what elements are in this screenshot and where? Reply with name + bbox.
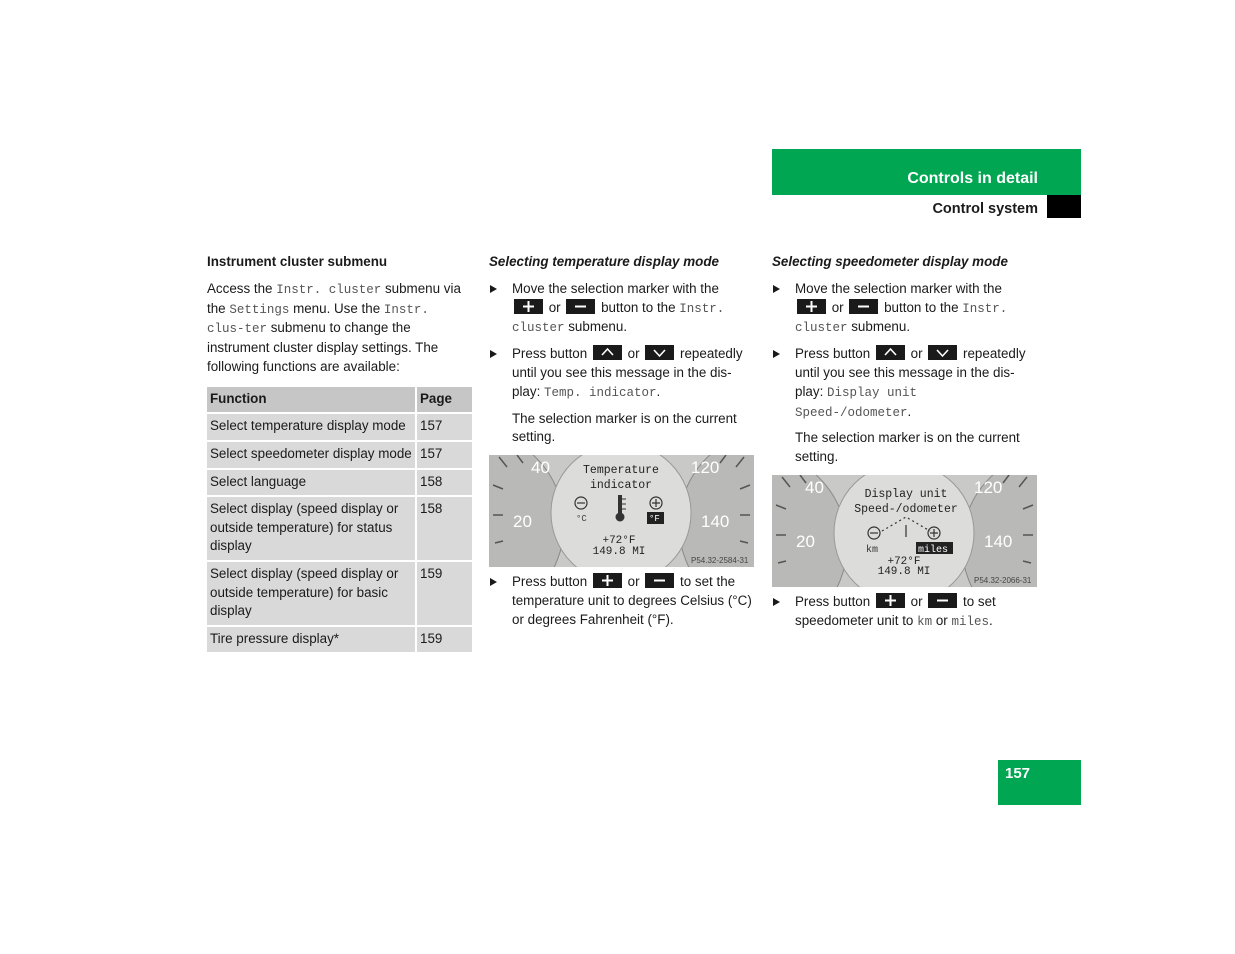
heading-speedometer-display-mode: Selecting speedometer display mode — [772, 254, 1008, 269]
column-header-function: Function — [207, 387, 415, 415]
intro-text: menu. Use the — [289, 300, 384, 316]
plus-key-icon — [876, 593, 905, 608]
selection-note: The selection marker is on the current setting. — [512, 410, 737, 445]
code-instr-cluster: Instr. cluster — [795, 301, 1008, 336]
code-temp-indicator: Temp. indicator — [544, 385, 657, 400]
odometer-reading: 149.8 MI — [877, 565, 931, 578]
section-title: Controls in detail — [907, 170, 1038, 187]
step-text: submenu. — [564, 319, 628, 335]
figure-code: P54.32-2584-31 — [691, 556, 749, 566]
bullet-arrow-icon — [490, 285, 497, 293]
step-text: or — [932, 612, 952, 628]
code-instr-cluster: Instr. cluster — [512, 301, 725, 336]
thermometer-icon — [618, 495, 622, 515]
intro-text: submenu via the — [207, 280, 461, 316]
intro-text: submenu to change the instrument cluster display settings. The following functions are available: — [207, 320, 439, 374]
table-row — [207, 442, 472, 470]
instrument-cluster-temperature-image — [489, 455, 754, 567]
bullet-arrow-icon — [490, 350, 497, 358]
code-miles: miles — [951, 614, 989, 629]
function-cell: Tire pressure display* — [207, 627, 415, 655]
minus-key-icon — [645, 573, 674, 588]
step-set-speedometer-unit — [772, 593, 1038, 632]
screen-line-2: Speed-/odometer — [854, 502, 958, 516]
screen-line-1: Display unit — [864, 487, 948, 501]
code-settings: Settings — [229, 302, 290, 317]
up-key-icon — [876, 345, 905, 360]
down-key-icon — [928, 345, 957, 360]
heading-instrument-cluster-submenu: Instrument cluster submenu — [207, 254, 388, 269]
step-press-up-down — [489, 345, 755, 447]
step-text: Press button — [795, 593, 874, 609]
step-text: Move the selection marker with the — [795, 280, 1002, 296]
gauge-label-120: 120 — [691, 458, 720, 478]
step-text: to set speedometer unit to — [795, 593, 996, 628]
unit-fahrenheit: °F — [649, 514, 660, 525]
page-number: 157 — [1005, 765, 1031, 782]
step-move-selection-marker — [489, 280, 755, 338]
table-row — [207, 627, 472, 655]
page-number-box — [998, 760, 1081, 805]
minus-key-icon — [566, 299, 595, 314]
figure-code: P54.32-2066-31 — [974, 575, 1032, 585]
bullet-arrow-icon — [773, 598, 780, 606]
step-text: or — [910, 346, 923, 362]
page-cell: 159 — [415, 562, 472, 627]
bullet-arrow-icon — [773, 285, 780, 293]
step-text: . — [988, 612, 993, 628]
step-set-temperature-unit — [489, 573, 755, 629]
intro-paragraph — [207, 280, 472, 377]
step-text: repeatedly until you see this message in the dis-play: — [795, 346, 1026, 399]
odometer-reading: 149.8 MI — [592, 546, 646, 559]
code-display-unit: Display unit Speed-/odometer — [795, 385, 918, 420]
gauge-label-40: 40 — [805, 477, 824, 497]
gauge-label-20: 20 — [513, 512, 532, 532]
table-row — [207, 414, 472, 442]
step-text: Press button — [512, 574, 591, 590]
step-text: button to the — [880, 299, 963, 315]
step-text: to set the temperature unit to degrees Celsius (°C) or degrees Fahrenheit (°F). — [512, 574, 752, 627]
plus-key-icon — [514, 299, 543, 314]
gauge-label-120: 120 — [974, 477, 1003, 497]
step-text: repeatedly until you see this message in the dis-play: — [512, 346, 743, 399]
table-row — [207, 497, 472, 562]
subsection-title: Control system — [932, 201, 1038, 217]
column-speedometer-mode — [772, 253, 1038, 632]
page-cell: 159 — [415, 627, 472, 655]
step-text: Press button — [512, 346, 591, 362]
outside-temperature: +72°F — [887, 555, 921, 568]
bullet-arrow-icon — [773, 350, 780, 358]
unit-km: km — [866, 544, 879, 556]
selection-note: The selection marker is on the current setting. — [795, 430, 1020, 465]
step-text: . — [656, 383, 661, 399]
minus-key-icon — [849, 299, 878, 314]
gauge-label-140: 140 — [984, 531, 1013, 551]
column-temperature-mode — [489, 253, 755, 630]
column-instrument-cluster — [207, 253, 472, 654]
column-header-page: Page — [415, 387, 472, 415]
outside-temperature: +72°F — [602, 535, 636, 548]
table-row — [207, 562, 472, 627]
step-move-selection-marker — [772, 280, 1038, 338]
section-header-bar — [772, 149, 1081, 195]
step-text: or — [910, 593, 923, 609]
plus-key-icon — [797, 299, 826, 314]
step-text: . — [907, 403, 912, 419]
function-cell: Select display (speed display or outside temperature) for status display — [207, 497, 415, 562]
function-cell: Select language — [207, 470, 415, 498]
step-text: or — [627, 346, 640, 362]
page-cell: 158 — [415, 470, 472, 498]
functions-table — [207, 387, 472, 655]
code-instr-cluster: Instr. cluster — [276, 282, 382, 297]
step-text: submenu. — [847, 319, 911, 335]
step-press-up-down — [772, 345, 1038, 467]
code-km: km — [917, 614, 933, 629]
screen-line-1: Temperature — [583, 464, 659, 478]
plus-key-icon — [593, 573, 622, 588]
step-text: Move the selection marker with the — [512, 280, 719, 296]
up-key-icon — [593, 345, 622, 360]
code-instr-cluster: Instr. clus-ter — [207, 302, 429, 337]
subsection-marker — [1047, 195, 1081, 218]
function-cell: Select display (speed display or outside temperature) for basic display — [207, 562, 415, 627]
function-cell: Select speedometer display mode — [207, 442, 415, 470]
page-cell: 157 — [415, 414, 472, 442]
function-cell: Select temperature display mode — [207, 414, 415, 442]
unit-celsius: °C — [576, 514, 587, 525]
page-cell: 157 — [415, 442, 472, 470]
screen-line-2: indicator — [589, 479, 653, 493]
table-header-row — [207, 387, 472, 415]
gauge-label-40: 40 — [531, 458, 550, 478]
bullet-arrow-icon — [490, 578, 497, 586]
step-text: button to the — [597, 299, 680, 315]
down-key-icon — [645, 345, 674, 360]
page-cell: 158 — [415, 497, 472, 562]
gauge-label-140: 140 — [701, 512, 730, 532]
unit-miles: miles — [918, 544, 949, 556]
step-text: or — [831, 299, 844, 315]
step-text: or — [627, 574, 640, 590]
table-row — [207, 470, 472, 498]
gauge-label-20: 20 — [796, 531, 815, 551]
step-text: Press button — [795, 346, 874, 362]
instrument-cluster-speedometer-image — [772, 475, 1037, 587]
minus-key-icon — [928, 593, 957, 608]
heading-temperature-display-mode: Selecting temperature display mode — [489, 254, 719, 269]
intro-text: Access the — [207, 280, 277, 296]
step-text: or — [548, 299, 561, 315]
